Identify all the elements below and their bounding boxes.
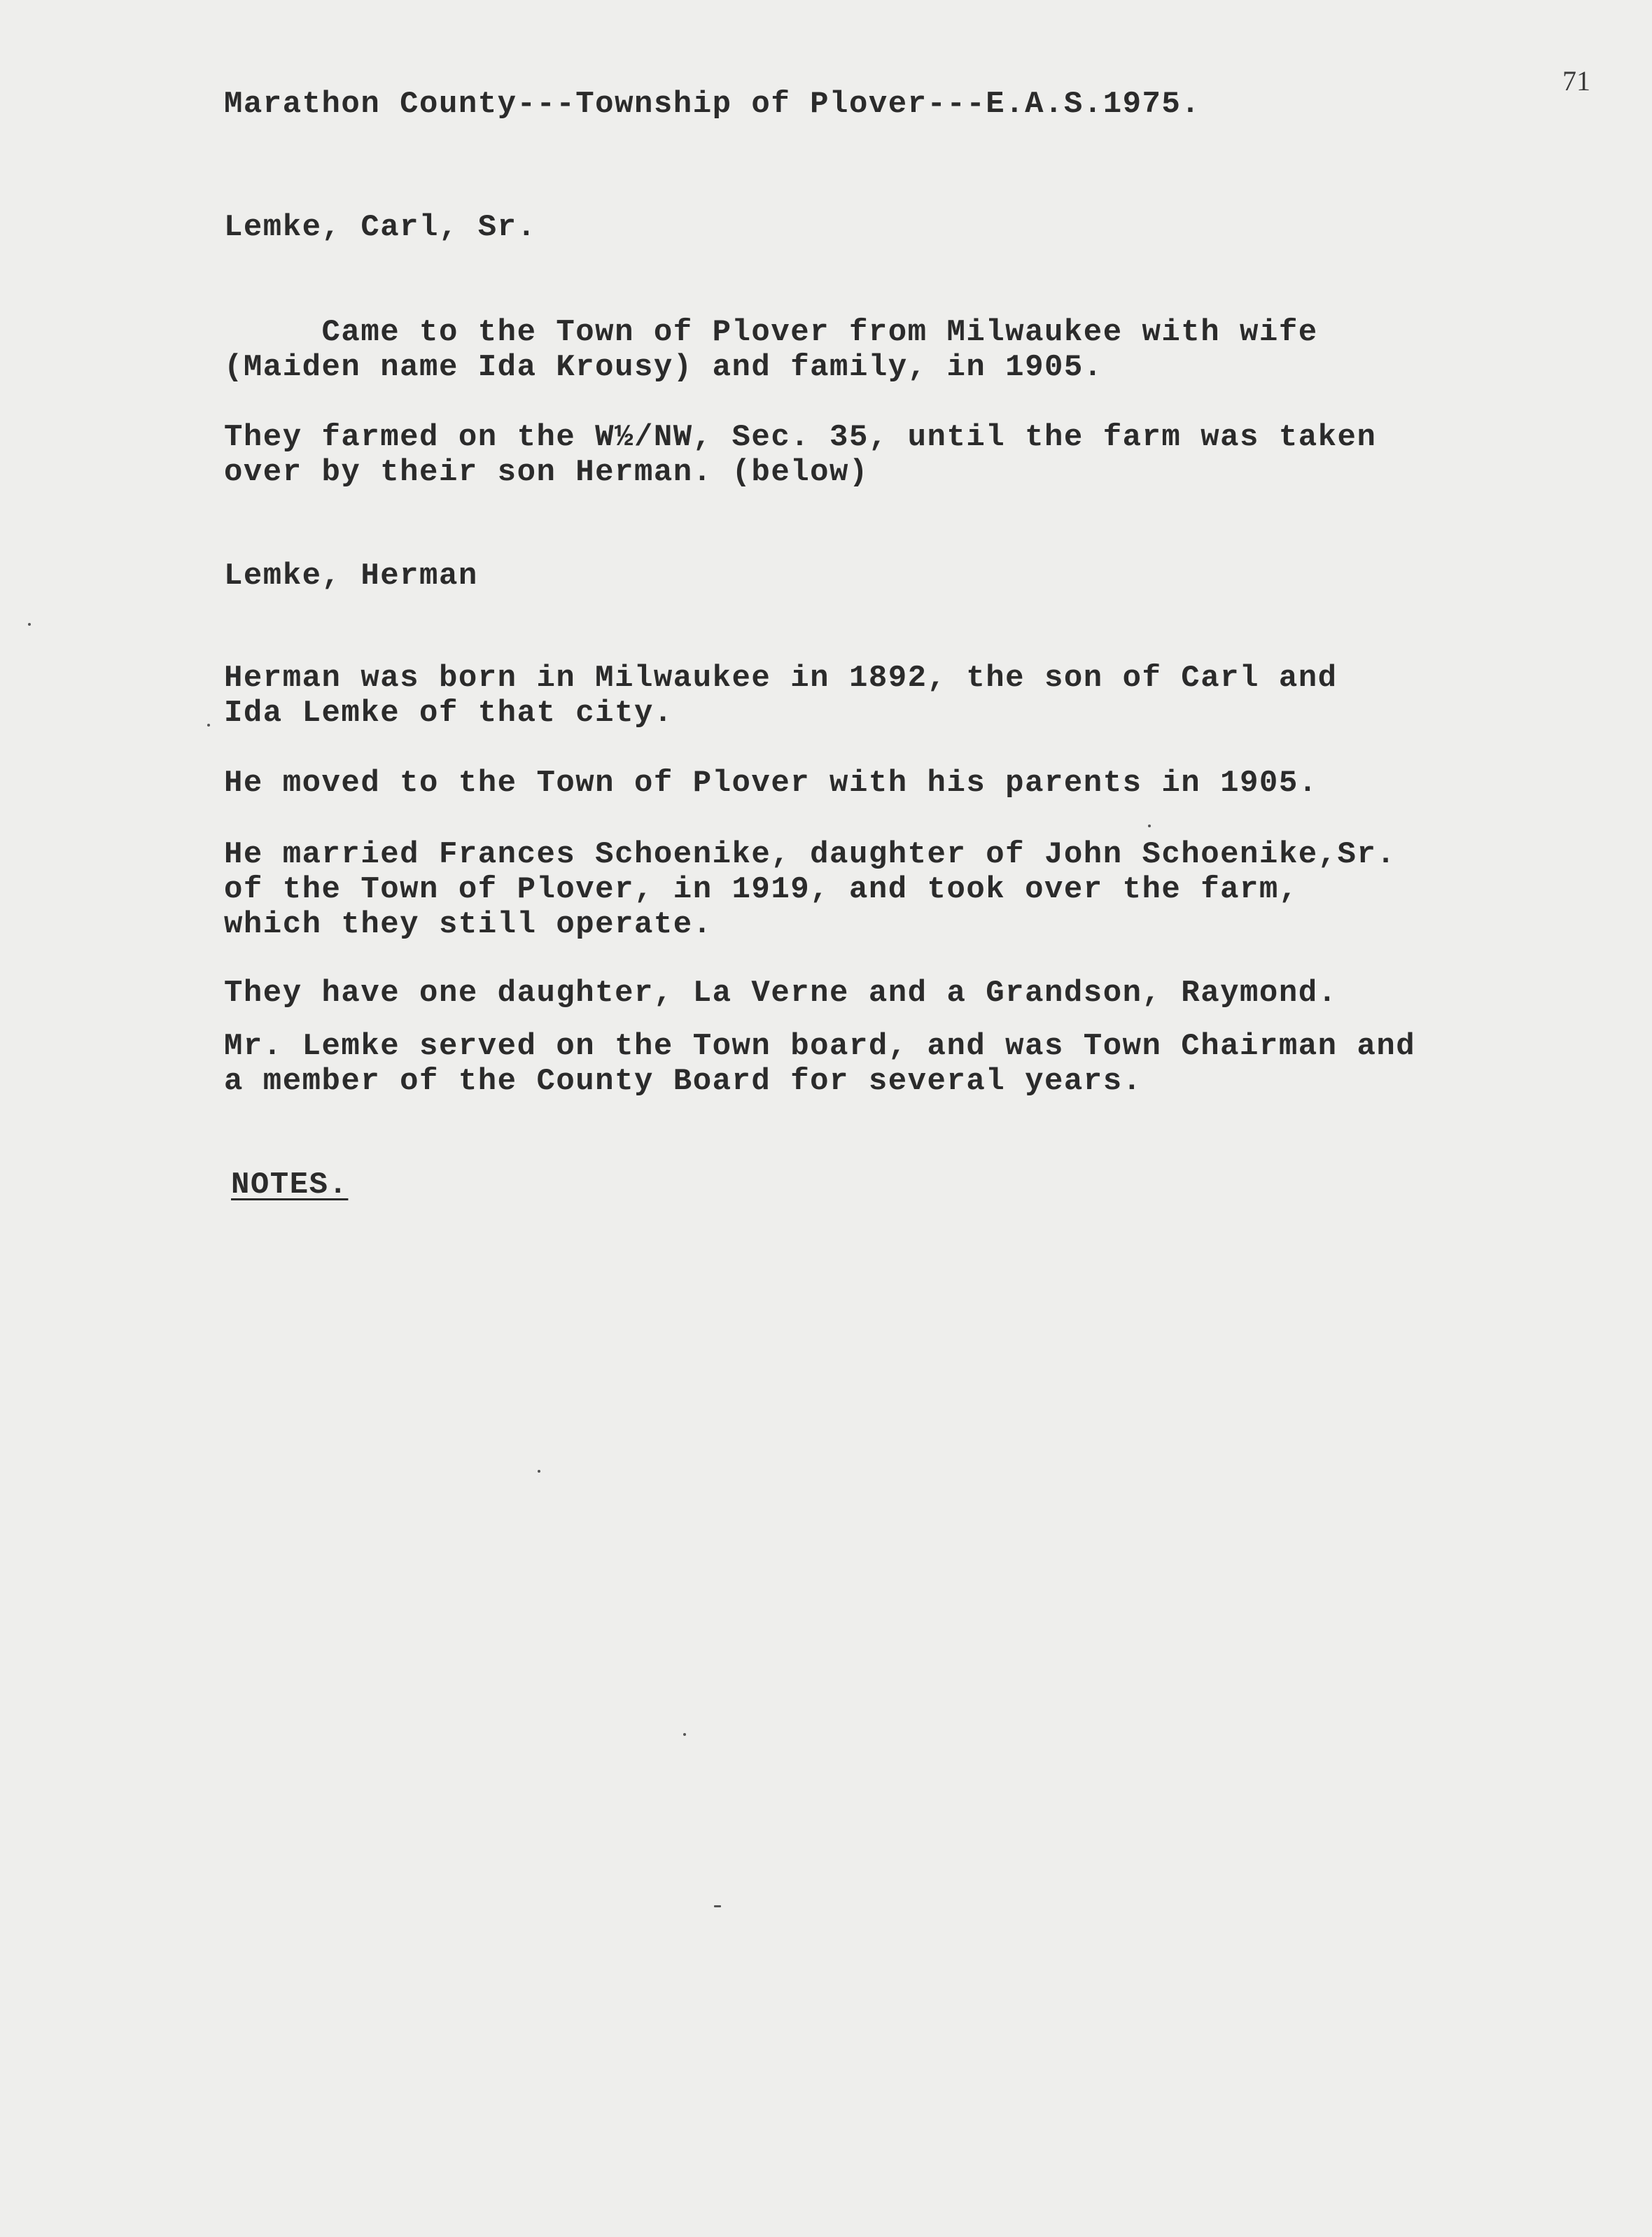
- carl-paragraph-farm: They farmed on the W½/NW, Sec. 35, until the farm was taken over by their son Herman. (below): [224, 420, 1377, 490]
- paper-speck: [538, 1470, 540, 1473]
- notes-heading: NOTES.: [231, 1167, 349, 1202]
- paper-speck: [207, 724, 210, 727]
- paper-speck: [683, 1733, 686, 1736]
- paper-speck: [1148, 825, 1151, 827]
- entry-name-herman-lemke: Lemke, Herman: [224, 559, 478, 594]
- document-header: Marathon County---Township of Plover---E.A.S.1975.: [224, 87, 1201, 122]
- entry-name-carl-lemke: Lemke, Carl, Sr.: [224, 210, 537, 245]
- carl-paragraph-arrival: Came to the Town of Plover from Milwaukee with wife (Maiden name Ida Krousy) and family, in 1905.: [224, 315, 1318, 385]
- herman-paragraph-birth: Herman was born in Milwaukee in 1892, the son of Carl and Ida Lemke of that city.: [224, 661, 1338, 731]
- herman-paragraph-service: Mr. Lemke served on the Town board, and was Town Chairman and a member of the County Board for several years.: [224, 1029, 1416, 1099]
- paper-speck: [28, 623, 31, 626]
- paper-speck: [714, 1905, 721, 1907]
- herman-paragraph-move: He moved to the Town of Plover with his parents in 1905.: [224, 766, 1318, 801]
- herman-paragraph-family: They have one daughter, La Verne and a Grandson, Raymond.: [224, 976, 1338, 1011]
- herman-paragraph-marriage: He married Frances Schoenike, daughter of John Schoenike,Sr. of the Town of Plover, in 1919, and took over the farm, which they still operate.: [224, 837, 1396, 942]
- page-number: 71: [1562, 65, 1590, 97]
